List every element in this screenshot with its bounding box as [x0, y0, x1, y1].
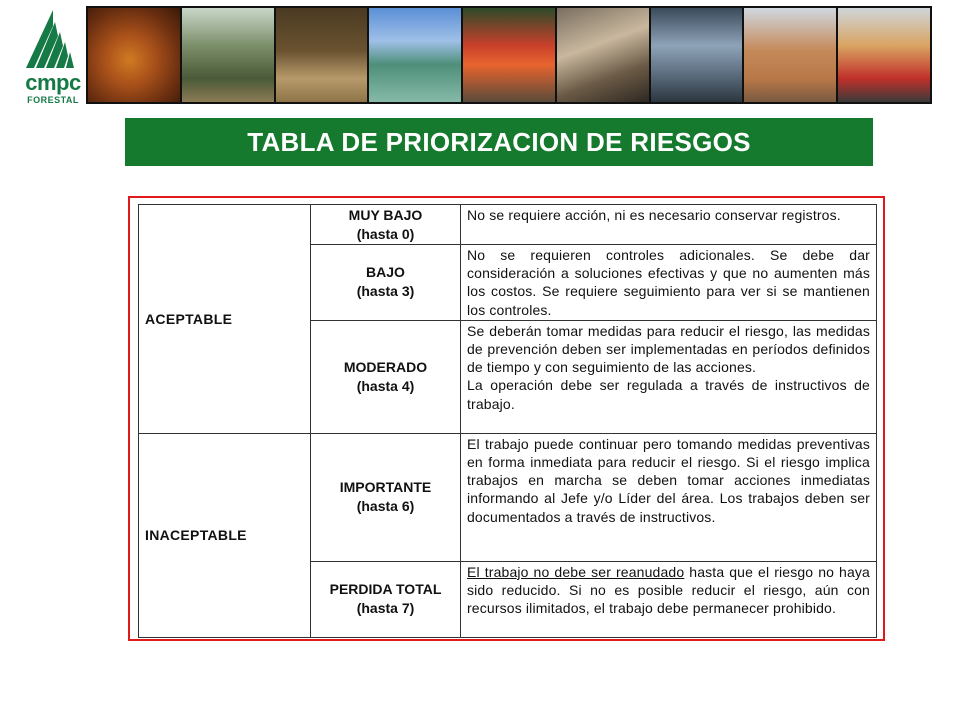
level-cell — [311, 205, 461, 245]
level-name: IMPORTANTE — [339, 479, 432, 496]
description-cell: El trabajo puede continuar pero tomando medidas preventivas en forma inmediata para reducir el riesgo. Si el riesgo implica trabajos en marcha se deben tomar acciones inmediatas informando al Jefe y/o Líder del área. Los trabajos deben ser documentados a través de instructivos. — [461, 433, 877, 561]
level-cell — [311, 561, 461, 637]
photo-deer — [276, 8, 368, 102]
photo-forklift — [838, 8, 930, 102]
description-text: hasta que el riesgo no haya sido reducido. Si no es posible reducir el riesgo, aún con recursos ilimitados, el trabajo debe permanecer prohibido. — [467, 563, 870, 617]
photo-logs — [557, 8, 649, 102]
description-cell — [461, 320, 877, 433]
category-acceptable: ACEPTABLE — [139, 205, 311, 434]
level-limit: (hasta 0) — [356, 225, 415, 242]
photo-lumber-stacks — [744, 8, 836, 102]
table-row — [139, 433, 877, 561]
table-row — [139, 205, 877, 245]
photo-pine-cone — [88, 8, 180, 102]
description-text: La operación debe ser regulada a través de instructivos de trabajo. — [467, 377, 870, 412]
photo-forest-road — [182, 8, 274, 102]
level-limit: (hasta 3) — [356, 283, 415, 300]
page-title: TABLA DE PRIORIZACION DE RIESGOS — [247, 126, 751, 157]
description-cell: No se requiere acción, ni es necesario conservar registros. — [461, 205, 877, 245]
photo-seedlings — [369, 8, 461, 102]
level-name: MODERADO — [343, 358, 428, 375]
risk-priority-table — [138, 204, 877, 638]
category-unacceptable: INACEPTABLE — [139, 433, 311, 637]
logo-text: cmpc — [25, 70, 81, 95]
description-text: Se deberán tomar medidas para reducir el riesgo, las medidas de prevención deben ser implementadas en períodos definidos de tiempo y con seguimiento de las acciones. — [467, 322, 870, 376]
level-cell — [311, 433, 461, 561]
cmpc-forestal-logo — [18, 8, 88, 108]
logo-subtext: FORESTAL — [27, 95, 79, 105]
description-underlined: El trabajo no debe ser reanudado — [467, 563, 685, 580]
header-photo-strip — [86, 6, 932, 104]
level-cell — [311, 320, 461, 433]
photo-workers — [463, 8, 555, 102]
level-cell — [311, 245, 461, 321]
risk-table-frame — [128, 196, 885, 641]
level-limit: (hasta 6) — [356, 498, 415, 515]
tree-logo-icon — [24, 8, 82, 70]
level-name: BAJO — [366, 264, 405, 281]
description-cell — [461, 561, 877, 637]
photo-sawmill — [651, 8, 743, 102]
level-limit: (hasta 4) — [356, 377, 415, 394]
level-limit: (hasta 7) — [356, 600, 415, 617]
title-bar — [125, 118, 873, 166]
level-name: PERDIDA TOTAL — [329, 581, 442, 598]
description-cell: No se requieren controles adicionales. Se debe dar consideración a soluciones efectivas y que no aumenten más los costos. Se requiere seguimiento para ver si se mantienen los controles. — [461, 245, 877, 321]
level-name: MUY BAJO — [348, 206, 423, 223]
